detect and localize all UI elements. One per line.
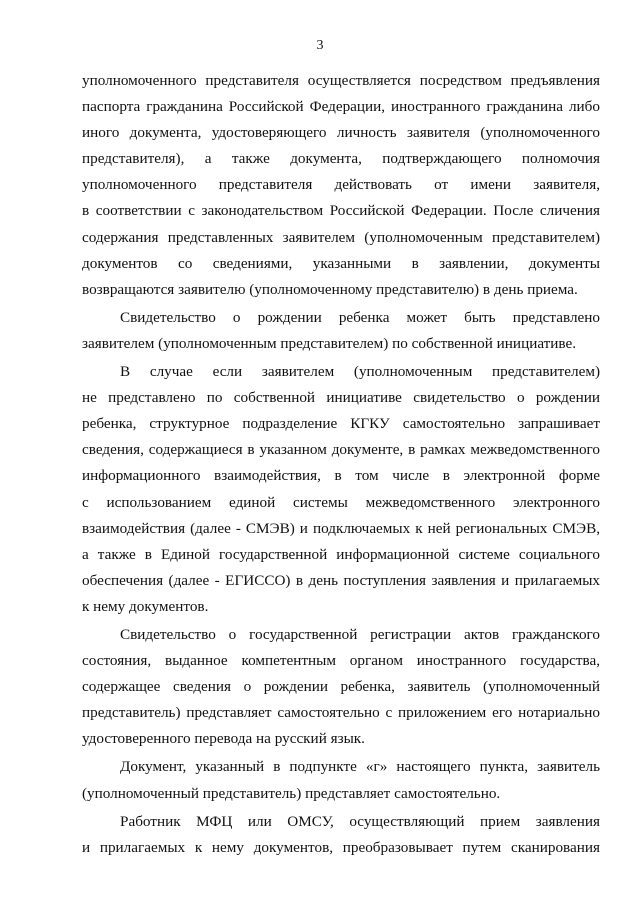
text-line: (уполномоченный представитель) представляет самостоятельно. [82, 784, 501, 802]
text-line: к нему документов. [82, 597, 209, 615]
paragraph-first-line: Свидетельство о рождении ребенка может быть представлено [120, 308, 600, 326]
text-line: удостоверенного перевода на русский язык. [82, 730, 365, 748]
text-line: и прилагаемых к нему документов, преобразовывает путем сканирования [82, 838, 600, 856]
text-line: взаимодействия (далее - СМЭВ) и подключаемых к ней региональных СМЭВ, [82, 519, 600, 537]
text-line: обеспечения (далее - ЕГИССО) в день поступления заявления и прилагаемых [82, 571, 600, 589]
text-line: сведения, содержащиеся в указанном документе, в рамках межведомственного [82, 441, 600, 459]
text-line: представителя), а также документа, подтверждающего полномочия [82, 150, 600, 168]
paragraph-first-line: Работник МФЦ или ОМСУ, осуществляющий прием заявления [120, 812, 600, 830]
text-line: а также в Единой государственной информационной системе социального [82, 545, 600, 563]
text-line: информационного взаимодействия, в том числе в электронной форме [82, 467, 600, 485]
text-line: паспорта гражданина Российской Федерации, иностранного гражданина либо [82, 98, 600, 116]
text-line: в соответствии с законодательством Российской Федерации. После сличения [82, 202, 600, 220]
paragraph-first-line: Свидетельство о государственной регистрации актов гражданского [120, 625, 600, 643]
text-line: уполномоченного представителя действовать от имени заявителя, [82, 176, 600, 194]
paragraph-first-line: В случае если заявителем (уполномоченным представителем) [120, 363, 600, 381]
text-line: заявителем (уполномоченным представителем) по собственной инициативе. [82, 334, 577, 352]
text-line: ребенка, структурное подразделение КГКУ самостоятельно запрашивает [82, 415, 600, 433]
text-line: состояния, выданное компетентным органом иностранного государства, [82, 652, 600, 670]
text-line: иного документа, удостоверяющего личность заявителя (уполномоченного [82, 124, 600, 142]
page-number: 3 [316, 38, 324, 53]
paragraph-first-line: Документ, указанный в подпункте «г» настоящего пункта, заявитель [120, 758, 600, 776]
text-line: с использованием единой системы межведомственного электронного [82, 493, 600, 511]
text-line: не представлено по собственной инициативе свидетельство о рождении [82, 389, 600, 407]
body-text [82, 68, 600, 861]
text-line: представитель) представляет самостоятельно с приложением его нотариально [82, 704, 600, 722]
text-line: возвращаются заявителю (уполномоченному представителю) в день приема. [82, 280, 578, 298]
text-line: документов со сведениями, указанными в заявлении, документы [82, 254, 600, 272]
text-line: содержащее сведения о рождении ребенка, заявитель (уполномоченный [82, 678, 600, 696]
text-line: уполномоченного представителя осуществляется посредством предъявления [82, 72, 600, 89]
text-line: содержания представленных заявителем (уполномоченным представителем) [82, 228, 600, 246]
